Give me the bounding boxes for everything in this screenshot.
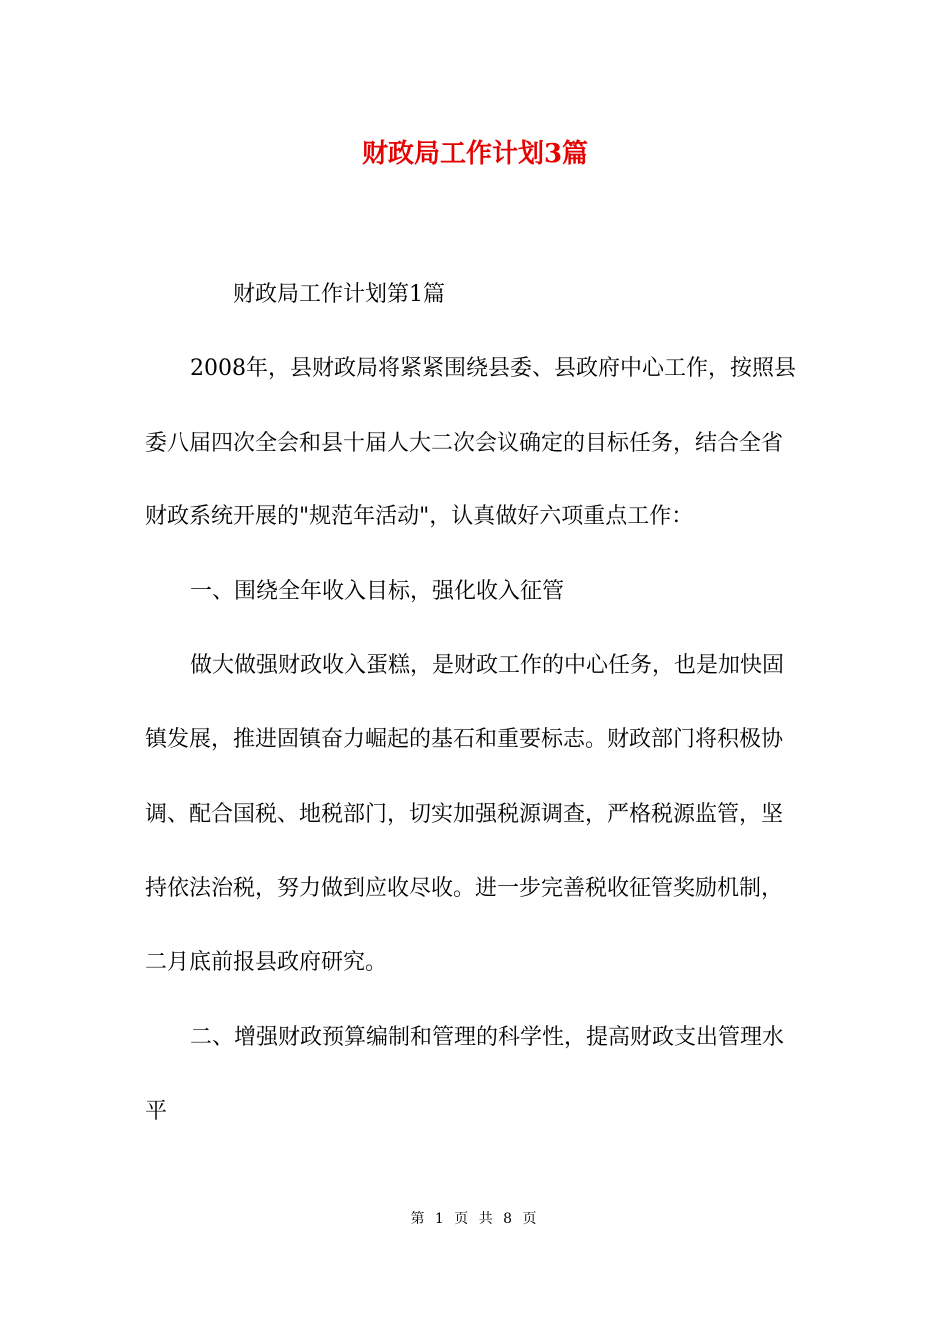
page-number-footer: 第 1 页 共 8 页 [410, 1211, 540, 1227]
paragraph-line: 2008年，县财政局将紧紧围绕县委、县政府中心工作，按照县 [190, 356, 796, 381]
paragraph-line: 委八届四次全会和县十届人大二次会议确定的目标任务，结合全省 [145, 431, 784, 456]
paragraph-line: 调、配合国税、地税部门，切实加强税源调查，严格税源监管，坚 [145, 802, 784, 827]
subheading-two: 二、增强财政预算编制和管理的科学性，提高财政支出管理水 [190, 1025, 785, 1050]
paragraph-line: 持依法治税，努力做到应收尽收。进一步完善税收征管奖励机制， [145, 876, 784, 901]
section-heading: 财政局工作计划第1篇 [233, 282, 445, 307]
paragraph-line: 做大做强财政收入蛋糕，是财政工作的中心任务，也是加快固 [190, 653, 785, 678]
paragraph-line: 镇发展，推进固镇奋力崛起的基石和重要标志。财政部门将积极协 [145, 727, 784, 752]
paragraph-line: 财政系统开展的"规范年活动"，认真做好六项重点工作： [145, 504, 694, 529]
paragraph-line: 二月底前报县政府研究。 [145, 950, 388, 975]
document-title: 财政局工作计划3篇 [361, 139, 589, 169]
subheading-one: 一、围绕全年收入目标，强化收入征管 [190, 579, 565, 604]
subheading-two-continued: 平 [145, 1099, 168, 1124]
